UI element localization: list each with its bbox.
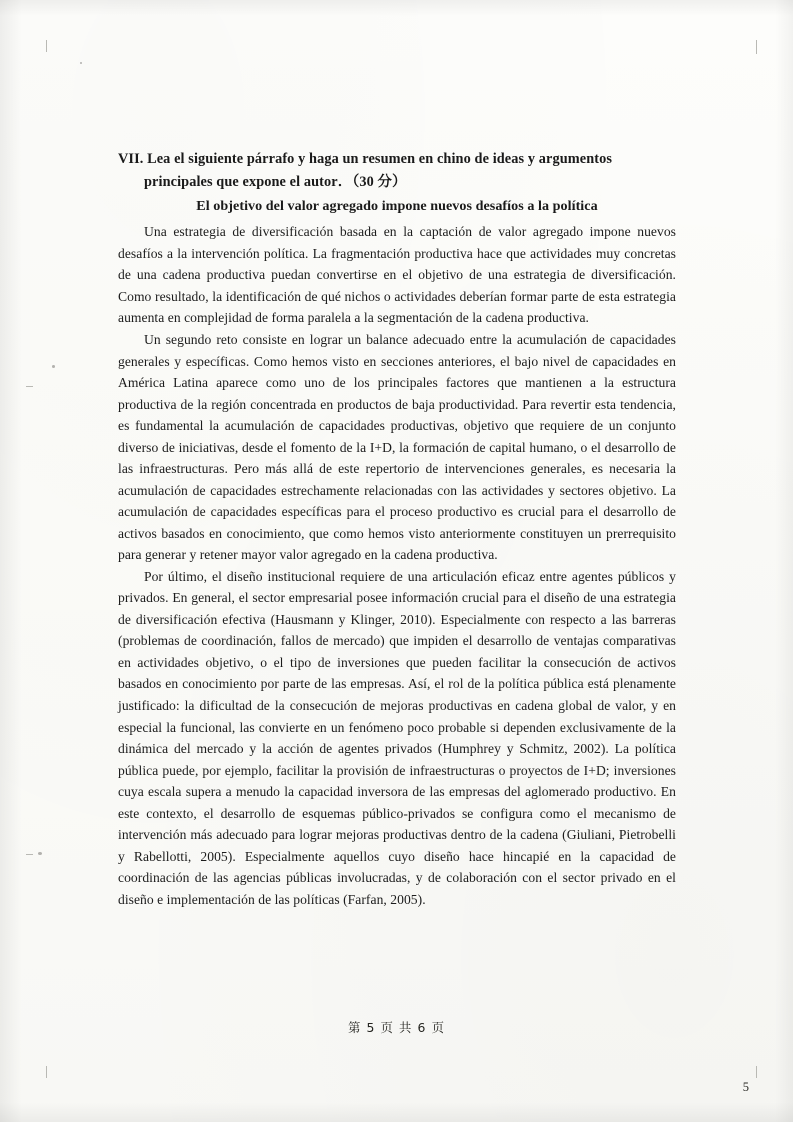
margin-tick-lower [26,854,33,855]
paragraph-1: Una estrategia de diversificación basada en la captación de valor agregado impone nuevos desafíos a la intervención política. La fragmentación productiva hace que actividades muy concretas de una cadena productiva puedan convertirse en el objetivo de una estrategia de diversificación. Como resultado, la identificación de qué nichos o actividades deberían formar parte de esta estrategia aumenta en complejidad de forma paralela a la segmentación de la cadena productiva. [118,224,676,326]
crop-mark-bottom-right [756,1066,757,1078]
section-heading-line-2: principales que expone el autor．（30 分） [144,174,407,191]
page-footer-indicator: 第 5 页 共 6 页 [347,1020,446,1035]
crop-mark-top-right [756,40,757,54]
scan-speck [80,62,82,64]
article-title: El objetivo del valor agregado impone nuevos desafíos a la política [196,198,598,215]
section-heading [118,148,676,194]
page-number: 5 [742,1080,749,1094]
crop-mark-bottom-left [46,1066,47,1078]
document-body [118,148,676,910]
page-shadow-left [0,0,22,1122]
page-shadow-bottom [0,1102,793,1122]
crop-mark-top-left [46,40,47,52]
paragraph-3: Por último, el diseño institucional requiere de una articulación eficaz entre agentes públicos y privados. En general, el sector empresarial posee información crucial para el diseño de una estrategia de diversificación efectiva (Hausmann y Klinger, 2010). Especialmente con respecto a las barreras (problemas de coordinación, fallos de mercado) que impiden el desarrollo de ventajas comparativas en actividades objetivo, o el tipo de inversiones que pueden facilitar la consecución de activos basados en conocimiento por parte de las empresas. Así, el rol de la política pública está plenamente justificado: la dificultad de la consecución de mejoras productivas en cadena global de valor, y en especial la funcional, las convierte en un fenómeno poco probable si dependen exclusivamente de la dinámica del mercado y la acción de agentes privados (Humphrey y Schmitz, 2002). La política pública puede, por ejemplo, facilitar la provisión de infraestructuras o proyectos de I+D; inversiones cuya escala supera a menudo la capacidad inversora de las empresas del aglomerado productivo. En este contexto, el desarrollo de esquemas público-privados se configura como el mecanismo de intervención más adecuado para lograr mejoras productivas dentro de la cadena (Giuliani, Pietrobelli y Rabellotti, 2005). Especialmente aquellos cuyo diseño hace hincapié en la capacidad de coordinación de las agencias públicas involucradas, y de colaboración con el sector privado en el diseño e implementación de las políticas (Farfan, 2005). [118,568,676,907]
scan-speck [38,852,42,855]
page-shadow-right [775,0,793,1122]
margin-tick-upper [26,386,33,387]
page-shadow-top [0,0,793,16]
paragraph-2: Un segundo reto consiste en lograr un balance adecuado entre la acumulación de capacidades generales y específicas. Como hemos visto en secciones anteriores, el bajo nivel de capacidades en América Latina aparece como uno de los principales factores que mantienen a la estructura productiva de la región concentrada en productos de baja productividad. Para revertir esta tendencia, es fundamental la acumulación de capacidades productivas, objetivo que requiere de un conjunto diverso de iniciativas, desde el fomento de la I+D, la formación de capital humano, o el desarrollo de las infraestructuras. Pero más allá de este repertorio de intervenciones generales, es necesaria la acumulación de capacidades estrechamente relacionadas con las actividades y sectores objetivo. La acumulación de capacidades específicas para el proceso productivo es crucial para el desarrollo de activos basados en conocimiento, que como hemos visto anteriormente constituyen un prerrequisito para generar y retener mayor valor agregado en la cadena productiva. [118,331,676,563]
section-heading-line-1: VII. Lea el siguiente párrafo y haga un resumen en chino de ideas y argumentos [118,151,613,167]
scan-speck [52,365,55,368]
